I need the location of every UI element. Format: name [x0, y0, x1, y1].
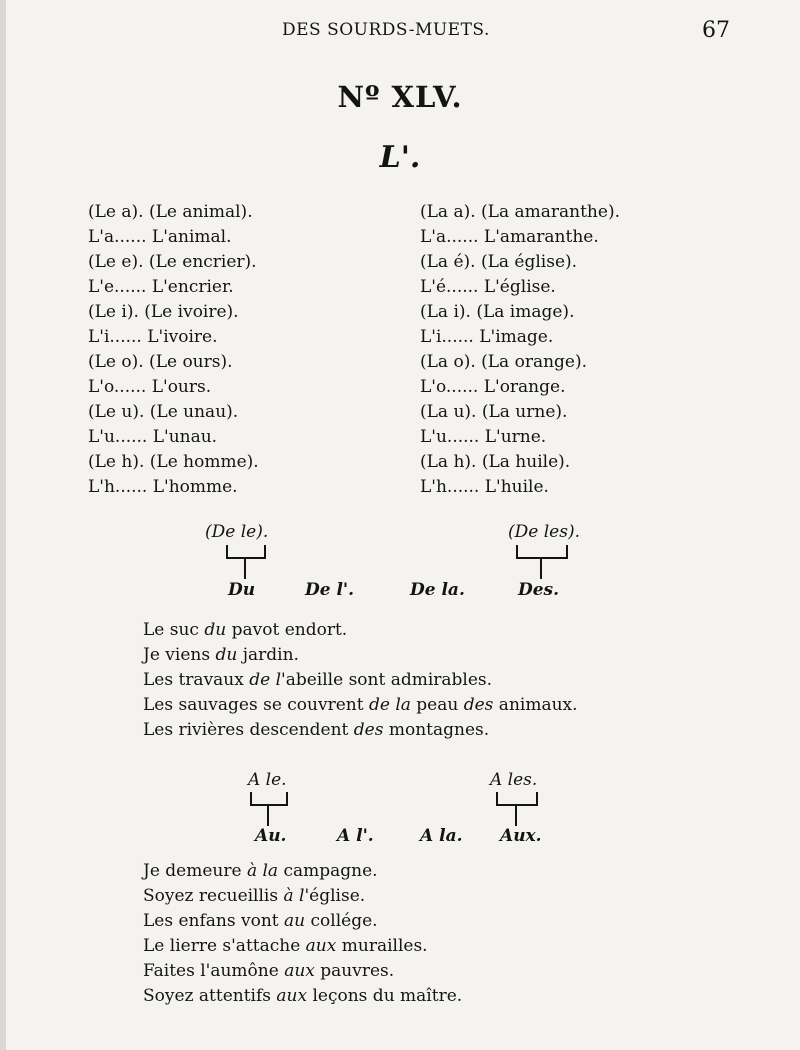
- contraction-line: (La a). (La amaranthe).: [420, 202, 620, 222]
- a-le-bracket: [250, 792, 288, 806]
- article-form: au: [284, 911, 306, 931]
- contraction-line: L'a...... L'animal.: [88, 227, 232, 247]
- contraction-line: L'o...... L'orange.: [420, 377, 566, 397]
- sentence-text: Je demeure: [143, 861, 247, 881]
- contraction-line: (La o). (La orange).: [420, 352, 588, 372]
- a-les-stem: [515, 806, 517, 826]
- article-form: à l': [283, 886, 310, 906]
- article-form: du: [215, 645, 238, 665]
- contraction-line: (Le h). (Le homme).: [88, 452, 259, 472]
- contraction-line: (Le u). (Le unau).: [88, 402, 239, 422]
- sentence-text: Faites l'aumône: [143, 961, 285, 981]
- sentence-text: pavot endort.: [226, 620, 348, 640]
- example-sentence: [143, 718, 489, 743]
- sentence-text: leçons du maître.: [307, 986, 463, 1006]
- contraction-line: L'o...... L'ours.: [88, 377, 212, 397]
- aux-form: Aux.: [500, 826, 542, 846]
- de-le-stem: [244, 559, 246, 579]
- contraction-line: L'i...... L'ivoire.: [88, 327, 218, 347]
- de-les-label: (De les).: [508, 522, 580, 542]
- sentence-text: Les travaux: [143, 670, 250, 690]
- article-form: aux: [305, 936, 337, 956]
- contraction-line: L'a...... L'amaranthe.: [420, 227, 599, 247]
- a-les-label: A les.: [490, 770, 538, 790]
- a-le-label: A le.: [248, 770, 287, 790]
- contraction-line: L'é...... L'église.: [420, 277, 556, 297]
- sentence-text: Soyez recueillis: [143, 886, 284, 906]
- contraction-line: (Le a). (Le animal).: [88, 202, 253, 222]
- sentence-text: murailles.: [336, 936, 428, 956]
- contraction-line: L'h...... L'homme.: [88, 477, 238, 497]
- contraction-line: L'u...... L'unau.: [88, 427, 218, 447]
- article-form: du: [204, 620, 227, 640]
- sentence-text: pauvres.: [314, 961, 395, 981]
- section-number: Nº XLV.: [337, 80, 463, 114]
- des-form: Des.: [518, 580, 560, 600]
- sentence-text: animaux.: [493, 695, 578, 715]
- article-form: des: [353, 720, 384, 740]
- sentence-text: Les enfans vont: [143, 911, 285, 931]
- contraction-line: (La i). (La image).: [420, 302, 575, 322]
- example-sentence: [143, 934, 428, 959]
- a-la-form: A la.: [420, 826, 463, 846]
- article-form: à la: [246, 861, 279, 881]
- sentence-text: Le suc: [143, 620, 205, 640]
- contraction-line: L'i...... L'image.: [420, 327, 554, 347]
- contraction-line: (La h). (La huile).: [420, 452, 571, 472]
- sentence-text: peau: [410, 695, 464, 715]
- article-form: de l': [249, 670, 286, 690]
- de-l-form: De l'.: [305, 580, 355, 600]
- example-sentence: [143, 668, 492, 693]
- du-form: Du: [228, 580, 256, 600]
- article-form: aux: [276, 986, 308, 1006]
- article-form: de la: [368, 695, 411, 715]
- example-sentence: [143, 618, 347, 643]
- example-sentence: [143, 859, 378, 884]
- a-le-stem: [267, 806, 269, 826]
- contraction-line: (Le o). (Le ours).: [88, 352, 233, 372]
- example-sentence: [143, 693, 578, 718]
- example-sentence: [143, 884, 365, 909]
- de-les-stem: [540, 559, 542, 579]
- sentence-text: Les sauvages se couvrent: [143, 695, 369, 715]
- sentence-text: Soyez attentifs: [143, 986, 277, 1006]
- sentence-text: collége.: [305, 911, 378, 931]
- contraction-line: L'u...... L'urne.: [420, 427, 547, 447]
- sentence-text: Je viens: [143, 645, 216, 665]
- example-sentence: [143, 959, 394, 984]
- sentence-text: église.: [309, 886, 366, 906]
- example-sentence: [143, 643, 299, 668]
- article-form: aux: [284, 961, 315, 981]
- au-form: Au.: [255, 826, 287, 846]
- example-sentence: [143, 909, 378, 934]
- sentence-text: Les rivières descendent: [143, 720, 354, 740]
- sentence-text: montagnes.: [383, 720, 490, 740]
- running-title: DES SOURDS-MUETS.: [282, 20, 490, 40]
- sentence-text: campagne.: [278, 861, 378, 881]
- contraction-line: (La é). (La église).: [420, 252, 578, 272]
- a-les-bracket: [496, 792, 538, 806]
- contraction-line: L'e...... L'encrier.: [88, 277, 234, 297]
- de-la-form: De la.: [410, 580, 465, 600]
- example-sentence: [143, 984, 462, 1009]
- contraction-line: (Le i). (Le ivoire).: [88, 302, 239, 322]
- sentence-text: abeille sont admirables.: [285, 670, 493, 690]
- a-l-form: A l'.: [337, 826, 374, 846]
- de-le-label: (De le).: [205, 522, 269, 542]
- contraction-line: (Le e). (Le encrier).: [88, 252, 257, 272]
- de-le-bracket: [226, 545, 266, 559]
- page-number: 67: [702, 18, 730, 43]
- sentence-text: Le lierre s'attache: [143, 936, 306, 956]
- de-les-bracket: [516, 545, 568, 559]
- contraction-line: L'h...... L'huile.: [420, 477, 549, 497]
- contraction-line: (La u). (La urne).: [420, 402, 568, 422]
- section-letter: L'.: [379, 140, 421, 175]
- article-form: des: [463, 695, 494, 715]
- sentence-text: jardin.: [237, 645, 299, 665]
